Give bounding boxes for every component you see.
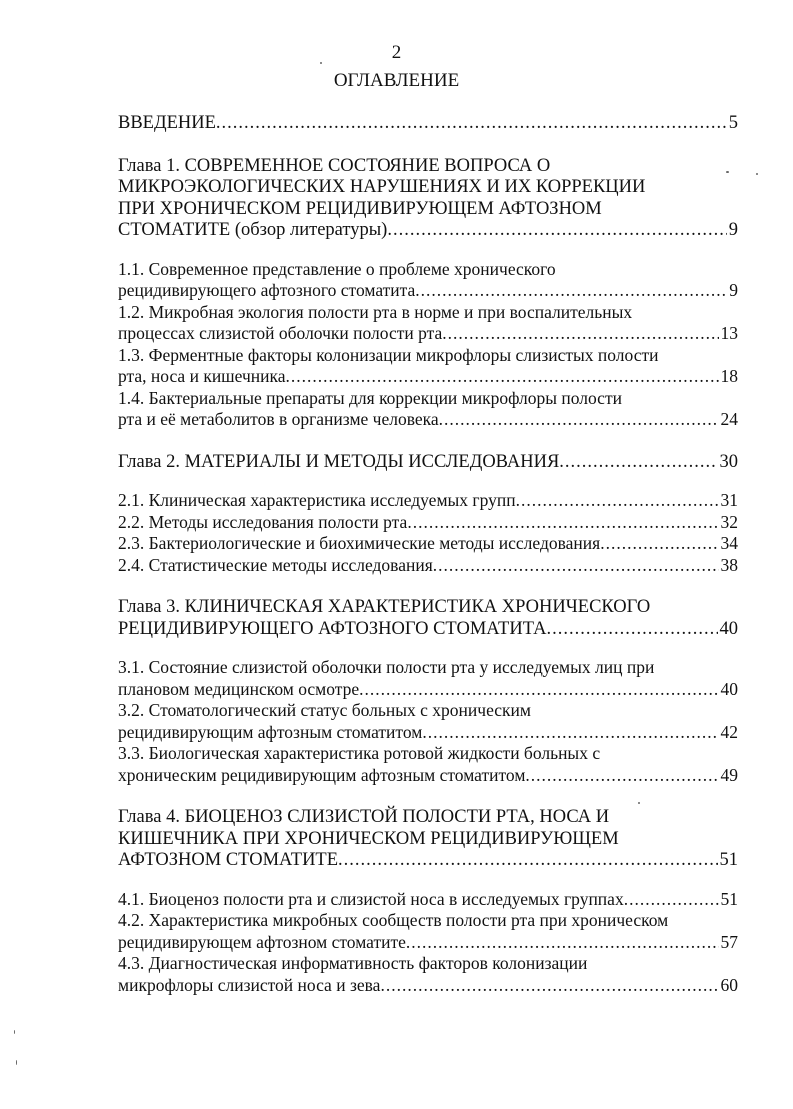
section-title-line: [118, 490, 738, 512]
leader-dots: [338, 850, 717, 872]
section-title-line: [118, 975, 738, 997]
toc-entry-page: 34: [720, 533, 738, 553]
toc-section: [118, 512, 738, 534]
leader-dots: [525, 765, 718, 787]
toc-section: [118, 259, 738, 302]
chapter-title-line: [118, 452, 738, 474]
toc-entry-text: 1.3. Ферментные факторы колонизации микрофлоры слизистых полости: [118, 344, 659, 365]
leader-dots: [442, 323, 718, 345]
section-title-line: [118, 722, 738, 744]
chapter-title-line: [118, 199, 738, 221]
scan-speck: [14, 1030, 15, 1034]
toc-entry-text: Глава 2. МАТЕРИАЛЫ И МЕТОДЫ ИССЛЕДОВАНИЯ: [118, 451, 560, 472]
toc-entry-text: РЕЦИДИВИРУЮЩЕГО АФТОЗНОГО СТОМАТИТА: [118, 618, 547, 639]
toc-entry-text: 3.1. Состояние слизистой оболочки полости рта у исследуемых лиц при: [118, 657, 655, 677]
toc-chapter: [118, 597, 738, 640]
toc-chapter: [118, 807, 738, 872]
section-title-line: [118, 259, 738, 281]
section-title-line: [118, 533, 738, 555]
toc-section: [118, 910, 738, 953]
leader-dots: [286, 366, 719, 388]
toc-entry-page: 38: [720, 554, 738, 575]
section-title-line: [118, 409, 738, 431]
toc-entry-text: 4.3. Диагностическая информативность факторов колонизации: [118, 953, 588, 973]
toc-entry-page: 31: [720, 490, 738, 510]
leader-dots: [433, 555, 719, 577]
toc-section: [118, 889, 738, 911]
toc-section: [118, 555, 738, 577]
toc-entry-page: 9: [729, 280, 738, 300]
toc-entry-text: рецидивирующем афтозном стоматите: [118, 931, 406, 952]
toc-section: [118, 388, 738, 431]
toc-section: [118, 533, 738, 555]
toc-section: [118, 345, 738, 388]
toc-entry-page: 30: [719, 451, 738, 472]
toc-entry-text: ВВЕДЕНИЕ: [118, 113, 216, 133]
leader-dots: [359, 679, 718, 701]
section-title-line: [118, 657, 738, 679]
section-title-line: [118, 388, 738, 410]
section-title-line: [118, 323, 738, 345]
section-title-line: [118, 345, 738, 367]
toc-entry-page: 42: [720, 721, 738, 742]
toc-chapter: [118, 156, 738, 242]
leader-dots: [380, 975, 718, 997]
section-title-line: [118, 555, 738, 577]
toc-entry-text: Глава 1. СОВРЕМЕННОЕ СОСТОЯНИЕ ВОПРОСА О: [118, 155, 551, 176]
section-title-line: [118, 889, 738, 911]
leader-dots: [546, 619, 717, 641]
toc-section: [118, 302, 738, 345]
chapter-title-line: [118, 177, 738, 199]
section-title-line: [118, 953, 738, 975]
toc-entry-page: 18: [720, 366, 738, 386]
toc-entry-text: рецидивирующего афтозного стоматита: [118, 280, 416, 300]
leader-dots: [407, 512, 718, 534]
section-title-line: [118, 302, 738, 324]
toc-entry-page: 5: [728, 113, 738, 133]
scan-speck: [756, 173, 758, 175]
leader-dots: [439, 409, 719, 431]
toc-section: [118, 743, 738, 786]
toc-entry-text: 3.3. Биологическая характеристика ротовой жидкости больных с: [118, 743, 601, 763]
toc-entry-text: рта и её метаболитов в организме человека: [118, 409, 439, 429]
table-of-contents: [118, 113, 738, 996]
page-number: 2: [391, 42, 402, 63]
toc-entry-text: 1.4. Бактериальные препараты для коррекции микрофлоры полости: [118, 387, 622, 408]
toc-entry-text: процессах слизистой оболочки полости рта: [118, 323, 443, 343]
toc-entry-text: микрофлоры слизистой носа и зева: [118, 974, 381, 995]
leader-dots: [406, 932, 719, 954]
leader-dots: [600, 533, 718, 555]
toc-entry-text: 1.1. Современное представление о проблеме хронического: [118, 258, 556, 279]
toc-entry-page: 57: [720, 931, 738, 952]
toc-entry-text: 4.2. Характеристика микробных сообществ полости рта при хроническом: [118, 910, 669, 930]
chapter-title-line: [118, 829, 738, 851]
toc-entry-page: 24: [720, 409, 738, 429]
section-title-line: [118, 366, 738, 388]
chapter-title-line: [118, 850, 738, 872]
section-title-line: [118, 910, 738, 932]
toc-entry-text: ПРИ ХРОНИЧЕСКОМ РЕЦИДИВИРУЮЩЕМ АФТОЗНОМ: [118, 198, 602, 219]
leader-dots: [559, 452, 717, 474]
toc-entry-page: 9: [728, 220, 738, 240]
leader-dots: [415, 280, 727, 302]
toc-entry-page: 49: [720, 764, 738, 785]
toc-entry-text: СТОМАТИТЕ (обзор литературы): [118, 220, 388, 240]
toc-title: ОГЛАВЛЕНИЕ: [333, 70, 460, 91]
toc-section: [118, 657, 738, 700]
toc-entry-text: МИКРОЭКОЛОГИЧЕСКИХ НАРУШЕНИЯХ И ИХ КОРРЕКЦИИ: [118, 177, 646, 197]
section-title-line: [118, 700, 738, 722]
chapter-title-line: [118, 619, 738, 641]
section-title-line: [118, 765, 738, 787]
toc-entry-text: АФТОЗНОМ СТОМАТИТЕ: [118, 850, 339, 870]
toc-entry-page: 40: [719, 618, 738, 639]
toc-entry-text: 2.3. Бактериологические и биохимические методы исследования: [118, 533, 601, 553]
chapter-title-line: [118, 807, 738, 829]
toc-entry-text: 1.2. Микробная экология полости рта в норме и при воспалительных: [118, 301, 633, 322]
section-title-line: [118, 512, 738, 534]
toc-entry-text: плановом медицинском осмотре: [118, 678, 360, 699]
chapter-title-line: [118, 220, 738, 242]
toc-entry-page: 13: [720, 323, 738, 343]
toc-section: [118, 490, 738, 512]
leader-dots: [422, 722, 718, 744]
toc-entry-text: 4.1. Биоценоз полости рта и слизистой носа в исследуемых группах: [118, 888, 624, 909]
toc-section: [118, 700, 738, 743]
toc-chapter: [118, 452, 738, 474]
toc-entry-page: 32: [720, 511, 738, 532]
section-title-line: [118, 679, 738, 701]
section-title-line: [118, 932, 738, 954]
section-title-line: [118, 280, 738, 302]
toc-entry-text: 2.1. Клиническая характеристика исследуемых групп: [118, 490, 516, 510]
toc-entry-text: КИШЕЧНИКА ПРИ ХРОНИЧЕСКОМ РЕЦИДИВИРУЮЩЕМ: [118, 828, 619, 849]
toc-entry-text: 2.2. Методы исследования полости рта: [118, 511, 408, 532]
toc-entry-page: 51: [719, 850, 738, 870]
scan-speck: [726, 171, 729, 173]
toc-entry-page: 40: [720, 678, 738, 699]
toc-entry-text: Глава 4. БИОЦЕНОЗ СЛИЗИСТОЙ ПОЛОСТИ РТА, НОСА И: [118, 807, 610, 827]
toc-entry-text: 2.4. Статистические методы исследования: [118, 554, 433, 575]
scan-speck: [320, 62, 322, 64]
toc-section: [118, 953, 738, 996]
leader-dots: [387, 220, 726, 242]
chapter-title-line: [118, 156, 738, 178]
toc-entry-text: рта, носа и кишечника: [118, 366, 286, 386]
chapters: [118, 156, 738, 997]
scan-speck: [16, 1060, 17, 1065]
toc-entry-text: хроническим рецидивирующим афтозным стоматитом: [118, 764, 526, 785]
scan-speck: [638, 802, 640, 804]
chapter-title-line: [118, 597, 738, 619]
toc-entry-intro: [118, 113, 738, 135]
leader-dots: [216, 113, 727, 135]
leader-dots: [516, 490, 719, 512]
leader-dots: [624, 889, 719, 911]
toc-entry-text: рецидивирующим афтозным стоматитом: [118, 721, 423, 742]
toc-entry-page: 60: [720, 974, 738, 995]
toc-entry-text: 3.2. Стоматологический статус больных с хроническим: [118, 700, 531, 720]
toc-entry-text: Глава 3. КЛИНИЧЕСКАЯ ХАРАКТЕРИСТИКА ХРОНИЧЕСКОГО: [118, 597, 651, 617]
section-title-line: [118, 743, 738, 765]
toc-entry-page: 51: [720, 888, 738, 909]
